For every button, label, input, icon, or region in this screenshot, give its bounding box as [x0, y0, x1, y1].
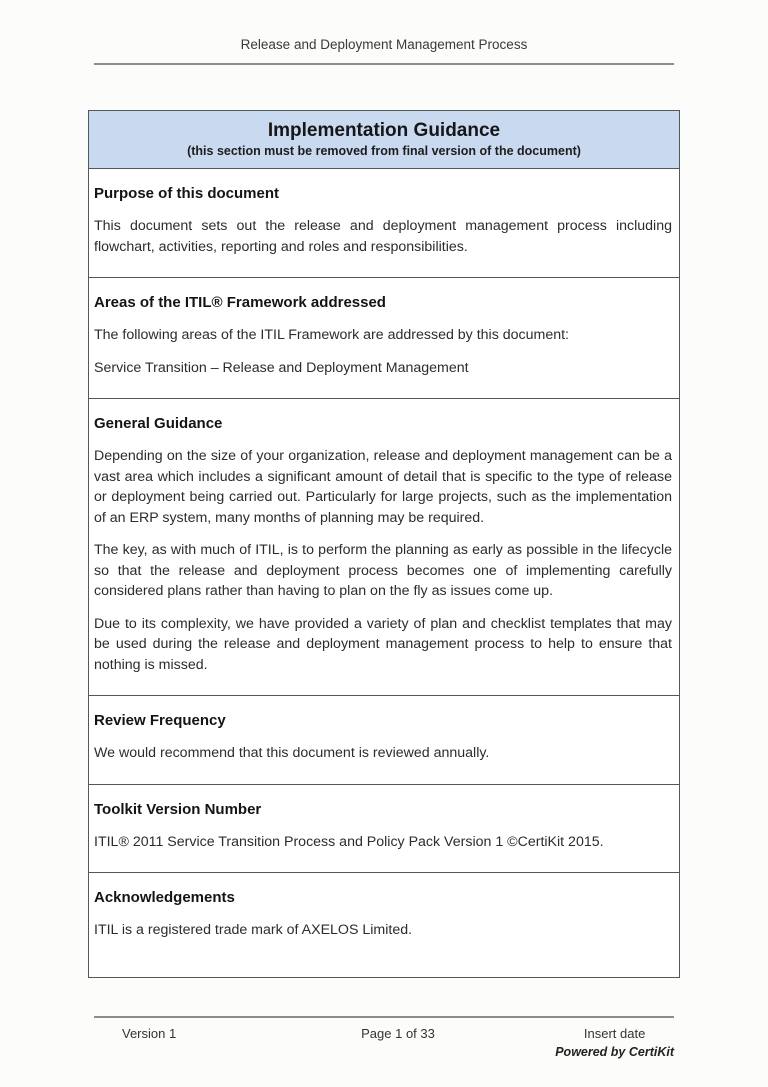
page-footer: [94, 1008, 674, 1060]
section-paragraph: ITIL® 2011 Service Transition Process and Policy Pack Version 1 ©CertiKit 2015.: [94, 833, 604, 850]
footer-powered-by: Powered by CertiKit: [555, 1045, 674, 1059]
document-title: Release and Deployment Management Process: [240, 37, 528, 52]
header-rule: [94, 63, 674, 65]
section-heading: Acknowledgements: [94, 889, 235, 906]
footer-rule: [94, 1016, 674, 1018]
section-paragraph: Depending on the size of your organization, release and deployment management can be a vast area which includes a significant amount of detail that is specific to the type of release or deployment being carried out. Particularly for large projects, such as the implementation of an ERP system, many months of planning may be required.: [94, 448, 672, 526]
footer-insert-date: Insert date: [583, 1026, 646, 1041]
implementation-guidance-table: [88, 110, 680, 978]
section-paragraph: The key, as with much of ITIL, is to perform the planning as early as possible in the lifecycle so that the release and deployment process becomes one of implementing carefully considered plans rather than having to plan on the fly as issues come up.: [94, 542, 672, 599]
section-toolkit-version: [89, 785, 679, 874]
section-paragraph: Due to its complexity, we have provided a variety of plan and checklist templates that may be used during the release and deployment management process to help to ensure that nothing is missed.: [94, 615, 672, 673]
footer-right-inner: [555, 1026, 674, 1060]
section-acknowledgements: [89, 873, 679, 977]
section-review-frequency: [89, 696, 679, 785]
section-paragraph: This document sets out the release and deployment management process including flowchart, activities, reporting and roles and responsibilities.: [94, 218, 672, 255]
section-paragraph: We would recommend that this document is reviewed annually.: [94, 745, 490, 761]
section-paragraph: ITIL is a registered trade mark of AXELOS Limited.: [94, 922, 413, 938]
section-general-guidance: [89, 399, 679, 696]
section-itil-areas: [89, 278, 679, 399]
section-paragraph: The following areas of the ITIL Framework are addressed by this document:: [94, 327, 569, 343]
section-purpose: [89, 169, 679, 278]
section-heading: Purpose of this document: [94, 185, 280, 202]
guidance-header-cell: [89, 111, 679, 169]
section-heading: Review Frequency: [94, 712, 226, 729]
section-heading: Toolkit Version Number: [94, 800, 262, 818]
section-heading: General Guidance: [94, 415, 223, 432]
guidance-title: Implementation Guidance: [267, 120, 501, 141]
guidance-subtitle: (this section must be removed from final version of the document): [187, 144, 581, 158]
section-paragraph: Service Transition – Release and Deployment Management: [94, 359, 469, 376]
footer-version: Version 1: [122, 1026, 177, 1041]
footer-row: [94, 1026, 674, 1060]
page-header: [94, 36, 674, 73]
footer-right-block: [490, 1026, 674, 1060]
footer-page-number: Page 1 of 33: [361, 1026, 435, 1041]
section-heading: Areas of the ITIL® Framework addressed: [94, 294, 386, 311]
